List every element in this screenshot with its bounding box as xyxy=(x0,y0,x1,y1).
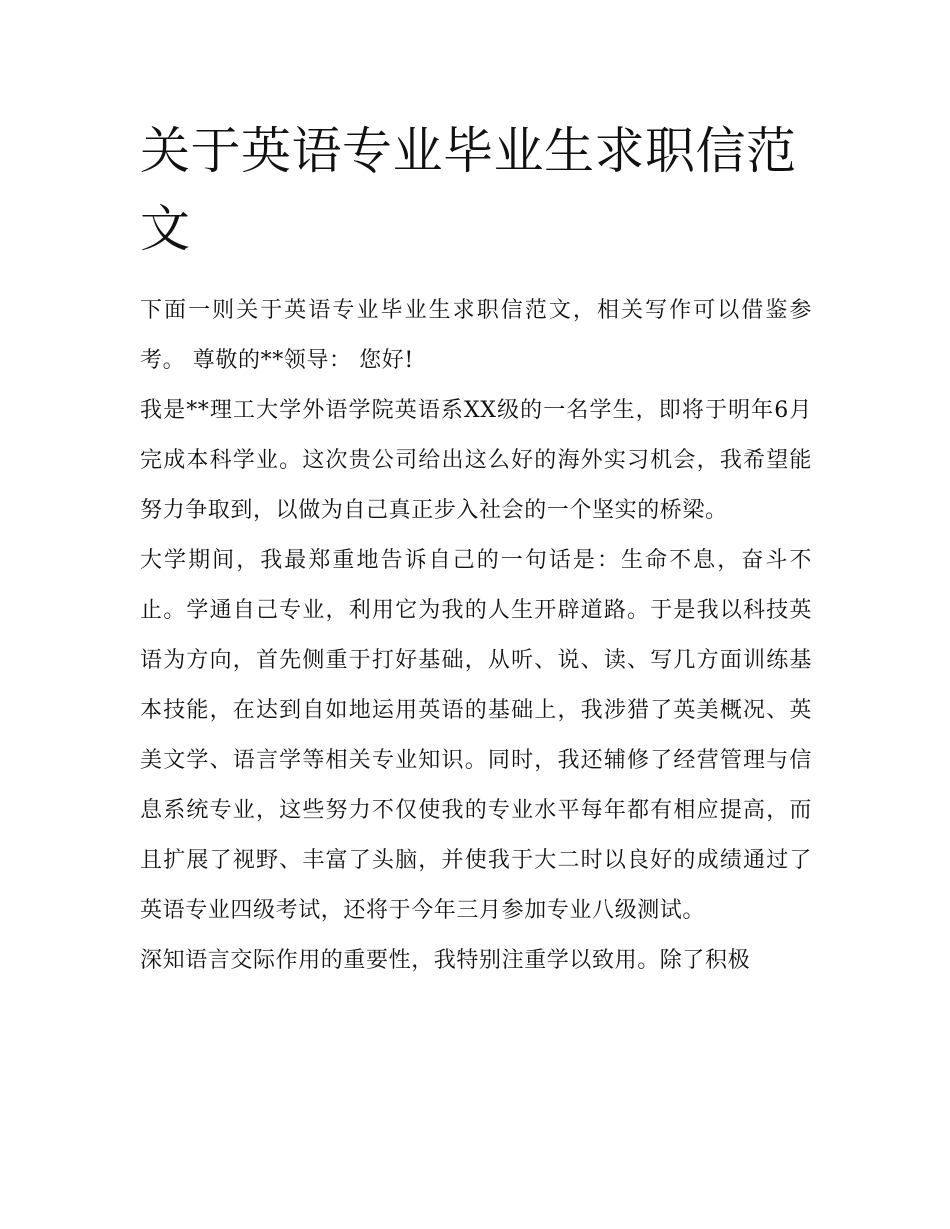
document-title: 关于英语专业毕业生求职信范文 xyxy=(140,122,797,258)
paragraph-language-practice: 深知语言交际作用的重要性，我特别注重学以致用。除了积极 xyxy=(140,948,751,973)
paragraph-university-study: 大学期间，我最郑重地告诉自己的一句话是：生命不息，奋斗不止。学通自己专业，利用它为我的人生开辟道路。于是我以科技英语为方向，首先侧重于打好基础，从听、说、读、写几方面训练基本技能，在达到自如地运用英语的基础上，我涉猎了英美概况、英美文学、语言学等相关专业知识。同时，我还辅修了经营管理与信息系统专业，这些努力不仅使我的专业水平每年都有相应提高，而且扩展了视野、丰富了头脑，并使我于大二时以良好的成绩通过了英语专业四级考试，还将于今年三月参加专业八级测试。 xyxy=(140,548,812,923)
document-page xyxy=(140,112,812,986)
paragraph-intro: 下面一则关于英语专业毕业生求职信范文，相关写作可以借鉴参考。 尊敬的**领导： 您好! xyxy=(140,298,812,373)
document-body xyxy=(140,286,812,986)
paragraph-self-introduction: 我是**理工大学外语学院英语系XX级的一名学生，即将于明年6月完成本科学业。这次贵公司给出这么好的海外实习机会，我希望能努力争取到，以做为自己真正步入社会的一个坚实的桥梁。 xyxy=(140,398,812,523)
